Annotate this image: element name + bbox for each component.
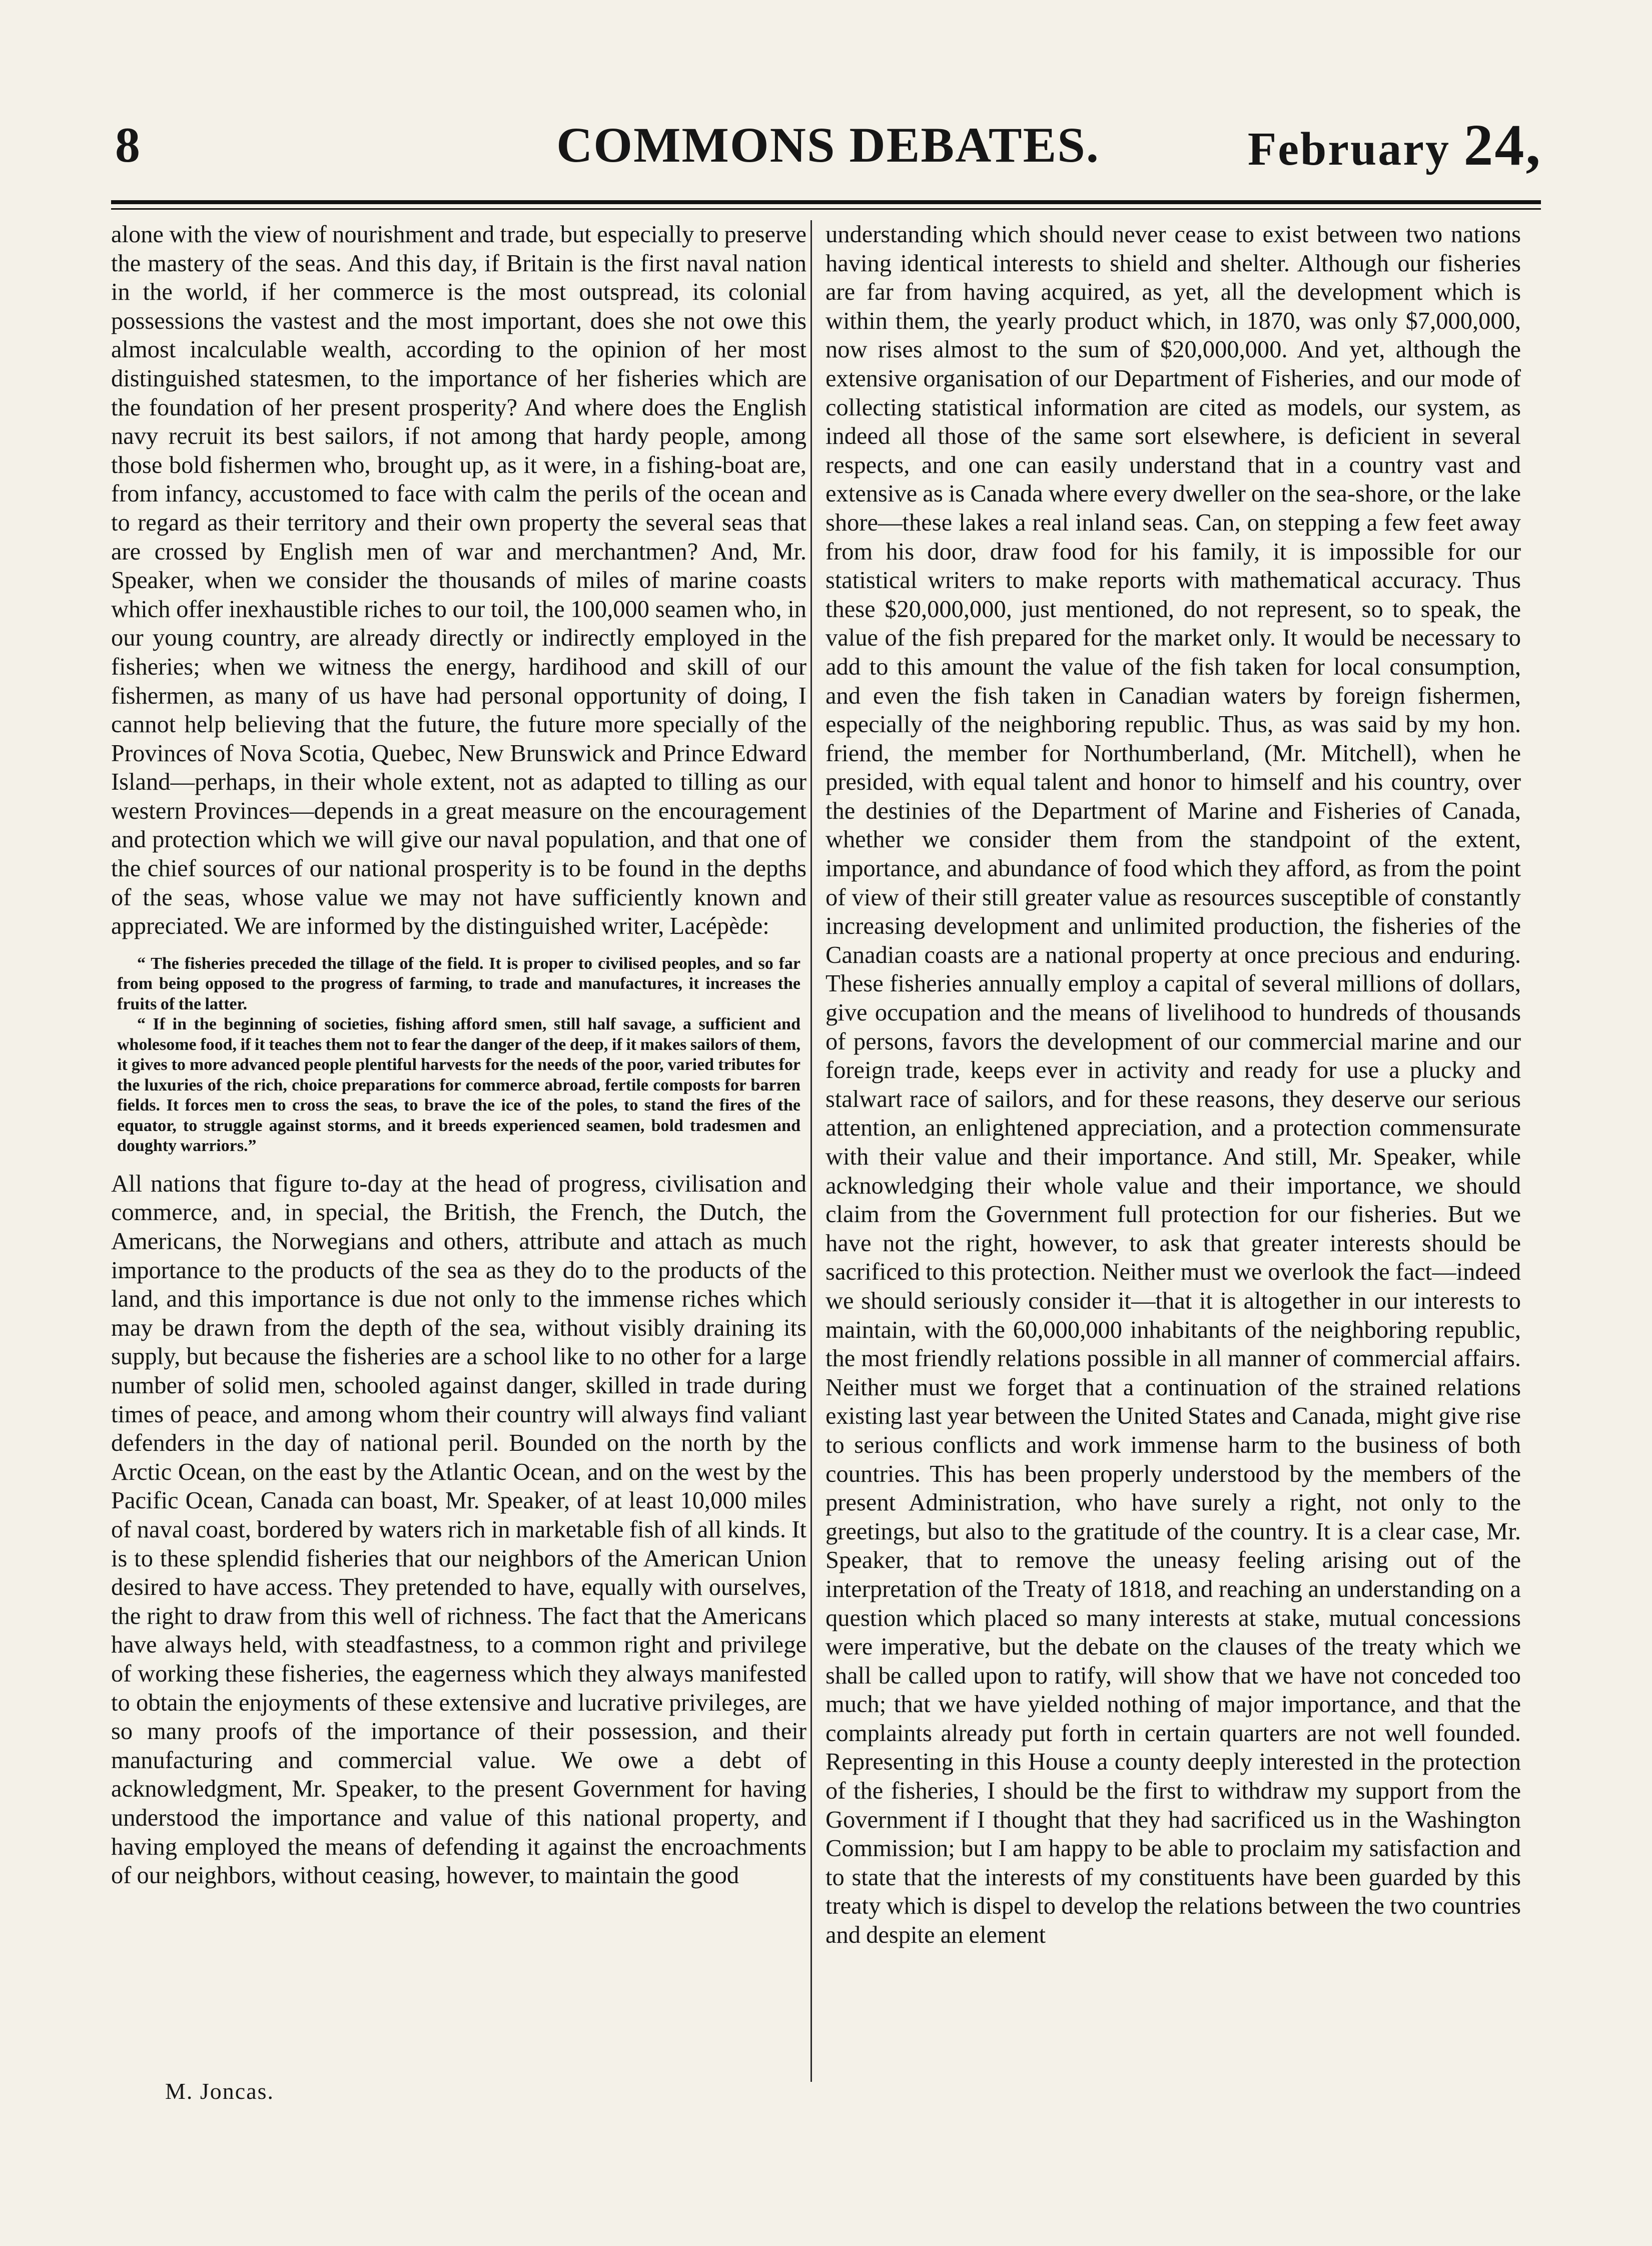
page-title: COMMONS DEBATES. xyxy=(556,117,1100,173)
header-rule-thick xyxy=(111,200,1541,204)
speaker-signature: M. Joncas. xyxy=(165,2078,275,2104)
quote-paragraph-2: “ If in the beginning of societies, fishing afford smen, still half savage, a sufficient and wholesome food, if it teaches them not to fear the danger of the deep, if it makes sailors of them, it gives to more advanced people plentiful harvests for the needs of the poor, varied tributes for the luxuries of the rich, choice preparations for commerce abroad, fertile composts for barren fields. It forces men to cross the seas, to brave the ice of the poles, to stand the fires of the equator, to struggle against storms, and it breeds experienced seamen, bold tradesmen and doughty warriors.” xyxy=(117,1015,800,1156)
page-number: 8 xyxy=(115,117,140,173)
right-column xyxy=(825,220,1521,1950)
date-day: 24, xyxy=(1463,112,1542,178)
header-rule-thin xyxy=(111,208,1541,210)
quoted-passage xyxy=(117,954,800,1157)
left-paragraph-1: alone with the view of nourishment and trade, but especially to preserve the mastery of the seas. And this day, if Britain is the first naval nation in the world, if her commerce is the most outspread, its colonial possessions the vastest and the most important, does she not owe this almost incalculable wealth, according to the opinion of her most distinguished statesmen, to the importance of her fisheries which are the foundation of her present prosperity? And where does the English navy recruit its best sailors, if not among that hardy people, among those bold fishermen who, brought up, as it were, in a fishing-boat are, from infancy, accustomed to face with calm the perils of the ocean and to regard as their territory and their own property the several seas that are crossed by English men of war and merchantmen? And, Mr. Speaker, when we consider the thousands of miles of marine coasts which offer inexhaustible riches to our toil, the 100,000 seamen who, in our young country, are already directly or indirectly employed in the fisheries; when we witness the energy, hardihood and skill of our fishermen, as many of us have had personal opportunity of doing, I cannot help believing that the future, the future more specially of the Provinces of Nova Scotia, Quebec, New Brunswick and Prince Edward Island—perhaps, in their whole extent, not as adapted to tilling as our western Provinces—depends in a great measure on the encouragement and protection which we will give our naval population, and that one of the chief sources of our national prosperity is to be found in the depths of the seas, whose value we may not have sufficiently known and appreciated. We are informed by the distinguished writer, Lacépède: xyxy=(111,221,806,940)
page-date xyxy=(1248,105,1542,185)
quote-paragraph-1: “ The fisheries preceded the tillage of the field. It is proper to civilised peoples, and so far from being opposed to the progress of farming, to trade and manufactures, it increases the fruits of the latter. xyxy=(117,954,800,1013)
column-divider xyxy=(810,220,812,2082)
left-paragraph-2: All nations that figure to-day at the head of progress, civilisation and commerce, and, in special, the British, the French, the Dutch, the Americans, the Norwegians and others, attribute and attach as much importance to the products of the sea as they do to the products of the land, and this importance is due not only to the immense riches which may be drawn from the depth of the sea, without visibly draining its supply, but because the fisheries are a school like to no other for a large number of solid men, schooled against danger, skilled in trade during times of peace, and among whom their country will always find valiant defenders in the day of national peril. Bounded on the north by the Arctic Ocean, on the east by the Atlantic Ocean, and on the west by the Pacific Ocean, Canada can boast, Mr. Speaker, of at least 10,000 miles of naval coast, bordered by waters rich in marketable fish of all kinds. It is to these splendid fisheries that our neighbors of the American Union desired to have access. They pretended to have, equally with ourselves, the right to draw from this well of richness. The fact that the Americans have always held, with steadfastness, to a common right and privilege of working these fisheries, the eagerness which they always manifested to obtain the enjoyments of these extensive and lucrative privileges, are so many proofs of the importance of their possession, and their manufacturing and commercial value. We owe a debt of acknowledgment, Mr. Speaker, to the present Government for having understood the importance and value of this national property, and having employed the means of defending it against the encroachments of our neighbors, without ceasing, however, to maintain the good xyxy=(111,1170,806,1889)
date-word: February xyxy=(1247,123,1450,175)
right-paragraph-1: understanding which should never cease to exist between two nations having identical interests to shield and shelter. Although our fisheries are far from having acquired, as yet, all the development which is within them, the yearly product which, in 1870, was only $7,000,000, now rises almost to the sum of $20,000,000. And yet, although the extensive organisation of our Department of Fisheries, and our mode of collecting statistical information are cited as models, our system, as indeed all those of the same sort elsewhere, is deficient in several respects, and one can easily understand that in a country vast and extensive as is Canada where every dweller on the sea-shore, or the lake shore—these lakes a real inland seas. Can, on stepping a few feet away from his door, draw food for his family, it is impossible for our statistical writers to make reports with mathematical accuracy. Thus these $20,000,000, just mentioned, do not represent, so to speak, the value of the fish prepared for the market only. It would be necessary to add to this amount the value of the fish taken for local consumption, and even the fish taken in Canadian waters by foreign fishermen, especially of the neighboring republic. Thus, as was said by my hon. friend, the member for Northumberland, (Mr. Mitchell), when he presided, with equal talent and honor to himself and his country, over the destinies of the Department of Marine and Fisheries of Canada, whether we consider them from the standpoint of the extent, importance, and abundance of food which they afford, as from the point of view of their still greater value as resources susceptible of constantly increasing development and unlimited production, the fisheries of the Canadian coasts are a national property at once precious and enduring. These fisheries annually employ a capital of several millions of dollars, give occupation and the means of livelihood to hundreds of thousands of persons, favors the development of our commercial marine and our foreign trade, keeps ever in activity and ready for use a plucky and stalwart race of sailors, and for these reasons, they deserve our serious attention, an enlightened appreciation, and a protection commensurate with their value and their importance. And still, Mr. Speaker, while acknowledging their whole value and their importance, we should claim from the Government full protection for our fisheries. But we have not the right, however, to ask that greater interests should be sacrificed to this protection. Neither must we overlook the fact—indeed we should seriously consider it—that it is altogether in our interests to maintain, with the 60,000,000 inhabitants of the neighboring republic, the most friendly relations possible in all manner of commercial affairs. Neither must we forget that a continuation of the strained relations existing last year between the United States and Canada, might give rise to serious conflicts and work immense harm to the business of both countries. This has been properly understood by the members of the present Administration, who have surely a right, not only to the greetings, but also to the gratitude of the country. It is a clear case, Mr. Speaker, that to remove the uneasy feeling arising out of the interpretation of the Treaty of 1818, and reaching an understanding on a question which placed so many interests at stake, mutual concessions were imperative, but the debate on the clauses of the treaty which we shall be called upon to ratify, will show that we have not conceded too much; that we have yielded nothing of major importance, and that the complaints already put forth in certain quarters are not well founded. Representing in this House a county deeply interested in the protection of the fisheries, I should be the first to withdraw my support from the Government if I thought that they had sacrificed us in the Washington Commission; but I am happy to be able to proclaim my satisfaction and to state that the interests of my constituents have been guarded by this treaty which is dispel to develop the relations between the two countries and despite an element xyxy=(825,221,1521,1949)
left-column xyxy=(111,220,806,1890)
